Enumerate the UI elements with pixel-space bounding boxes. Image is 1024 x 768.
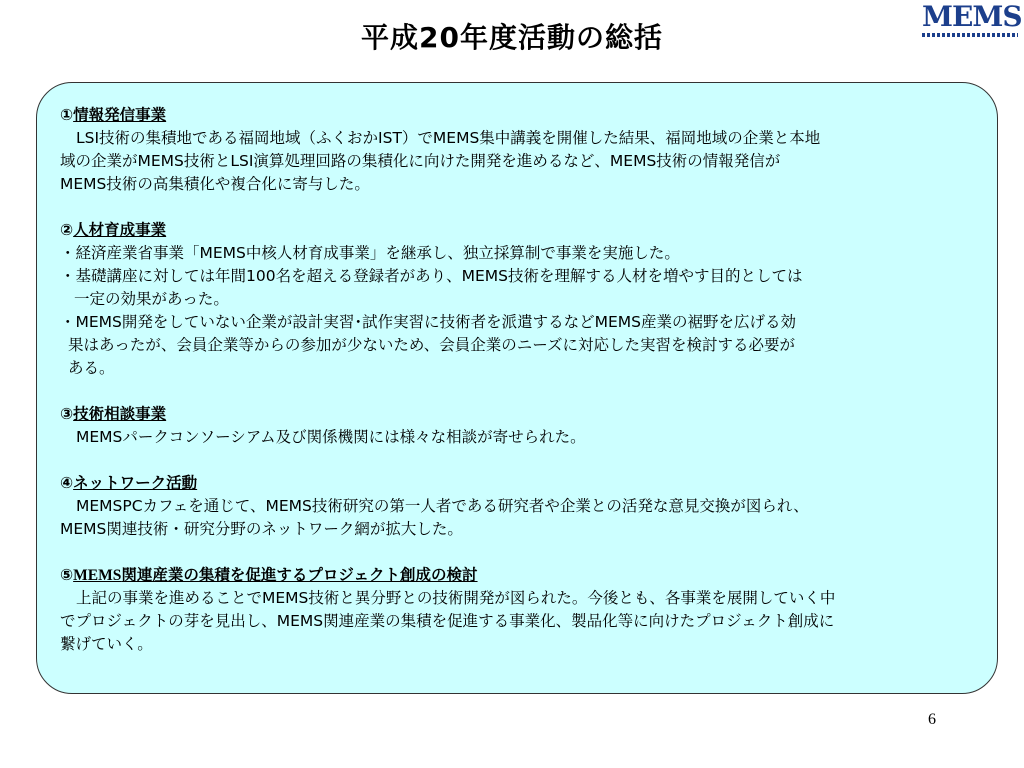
section-5-line-1: 上記の事業を進めることでMEMS技術と異分野との技術開発が図られた。今後とも、各事業を展開していく中 (76, 589, 836, 607)
section-heading-4: ④ネットワーク活動 (60, 474, 198, 492)
section-5-line-2: でプロジェクトの芽を見出し、MEMS関連産業の集積を促進する事業化、製品化等に向けたプロジェクト創成に (60, 612, 835, 630)
section-heading-1: ①情報発信事業 (60, 106, 167, 124)
section-5-line-3: 繋げていく。 (60, 635, 153, 653)
section-2-line-1: ・経済産業省事業「MEMS中核人材育成事業」を継承し、独立採算制で事業を実施した。 (60, 244, 680, 262)
section-heading-2: ②人材育成事業 (60, 221, 167, 239)
section-2-line-2: ・基礎講座に対しては年間100名を超える登録者があり、MEMS技術を理解する人材を増やす目的としては (60, 267, 803, 285)
section-2-line-6: ある。 (68, 359, 115, 377)
section-3-line-1: MEMSパークコンソーシアム及び関係機関には様々な相談が寄せられた。 (76, 428, 586, 446)
section-heading-5: ⑤MEMS関連産業の集積を促進するプロジェクト創成の検討 (60, 566, 478, 584)
section-4-line-2: MEMS関連技術・研究分野のネットワーク網が拡大した。 (60, 520, 463, 538)
section-1-line-3: MEMS技術の高集積化や複合化に寄与した。 (60, 175, 370, 193)
mems-logo (922, 2, 1020, 38)
section-heading-3: ③技術相談事業 (60, 405, 167, 423)
page-title: 平成20年度活動の総括 (361, 21, 663, 54)
logo-underline (922, 33, 1018, 37)
section-1-line-2: 域の企業がMEMS技術とLSI演算処理回路の集積化に向けた開発を進めるなど、MEMS技術の情報発信が (60, 152, 781, 170)
section-2-line-5: 果はあったが、会員企業等からの参加が少ないため、会員企業のニーズに対応した実習を検討する必要が (68, 336, 795, 354)
summary-content (60, 104, 980, 656)
section-4-line-1: MEMSPCカフェを通じて、MEMS技術研究の第一人者である研究者や企業との活発な意見交換が図られ、 (76, 497, 809, 515)
section-2-line-4: ・MEMS開発をしていない企業が設計実習･試作実習に技術者を派遣するなどMEMS産業の裾野を広げる効 (60, 313, 797, 331)
page-number: 6 (928, 711, 936, 728)
section-1-line-1: LSI技術の集積地である福岡地域（ふくおかIST）でMEMS集中講義を開催した結果、福岡地域の企業と本地 (76, 129, 821, 147)
section-2-line-3: 一定の効果があった。 (74, 290, 229, 308)
logo-text: MEMS (922, 0, 1022, 33)
